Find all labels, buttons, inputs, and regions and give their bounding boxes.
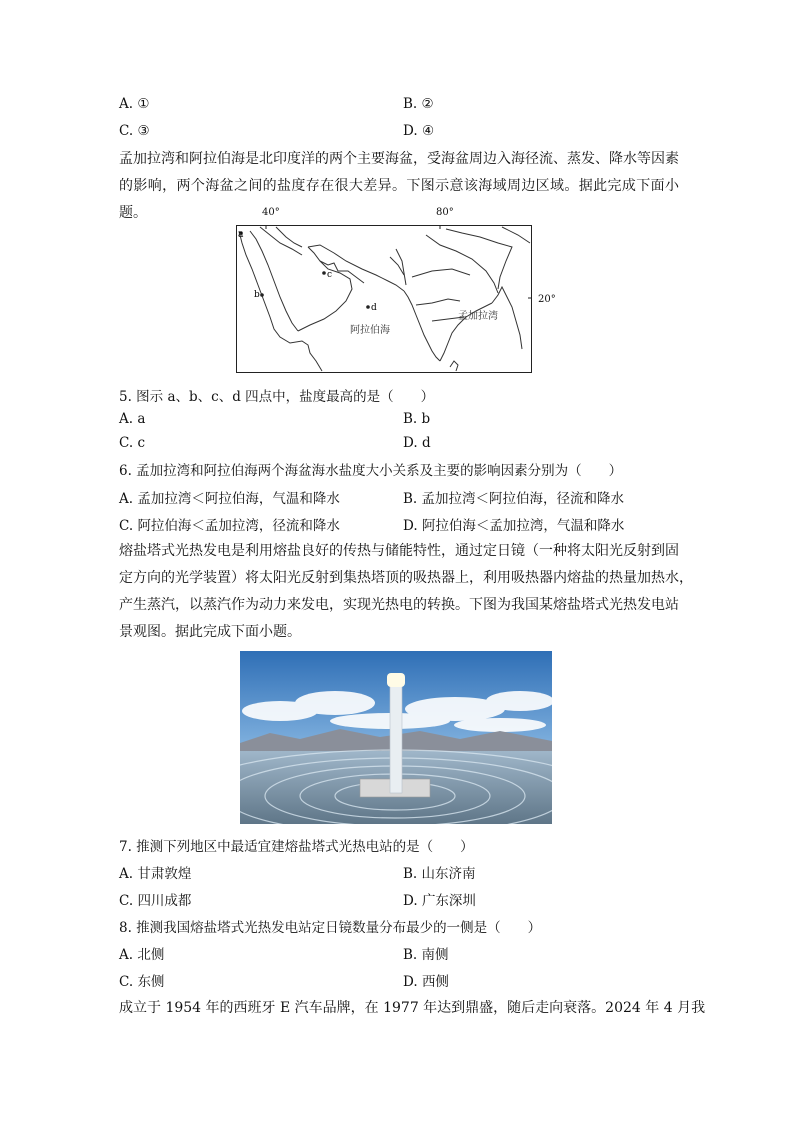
- q6-option-c[interactable]: C. 阿拉伯海＜孟加拉湾，径流和降水: [119, 518, 340, 534]
- label-bay-of-bengal: 孟加拉湾: [458, 311, 498, 322]
- receiver: [387, 673, 405, 687]
- q5-option-c[interactable]: C. c: [119, 435, 145, 451]
- q7-option-b[interactable]: B. 山东济南: [403, 866, 476, 882]
- q5-stem: 5. 图示 a、b、c、d 四点中，盐度最高的是（ ）: [119, 389, 435, 405]
- q6-option-a[interactable]: A. 孟加拉湾＜阿拉伯海，气温和降水: [119, 491, 340, 507]
- q8-stem: 8. 推测我国熔盐塔式光热发电站定日镜数量分布最少的一侧是（ ）: [119, 920, 542, 936]
- q6-option-b[interactable]: B. 孟加拉湾＜阿拉伯海，径流和降水: [403, 491, 625, 507]
- q7-stem: 7. 推测下列地区中最适宜建熔盐塔式光热电站的是（ ）: [119, 839, 474, 855]
- label-d: d: [371, 303, 377, 313]
- q8-option-d[interactable]: D. 西侧: [403, 974, 449, 990]
- intro-solar-line-3: 产生蒸汽，以蒸汽作为动力来发电，实现光热电的转换。下图为我国某熔盐塔式光热发电站: [119, 597, 679, 613]
- intro-solar-line-1: 熔盐塔式光热发电是利用熔盐良好的传热与储能特性，通过定日镜（一种将太阳光反射到固: [119, 543, 679, 559]
- label-a: a: [238, 230, 244, 240]
- q8-option-c[interactable]: C. 东侧: [119, 974, 165, 990]
- indian-ocean-map: [236, 225, 532, 373]
- q8-option-b[interactable]: B. 南侧: [403, 947, 449, 963]
- q4-option-b[interactable]: B. ②: [403, 96, 434, 112]
- q6-option-d[interactable]: D. 阿拉伯海＜孟加拉湾，气温和降水: [403, 518, 625, 534]
- q4-option-d[interactable]: D. ④: [403, 123, 435, 139]
- map-lon-40: 40°: [262, 207, 280, 218]
- solar-tower-photo: [240, 651, 552, 824]
- q7-option-a[interactable]: A. 甘肃敦煌: [119, 866, 192, 882]
- q4-option-a[interactable]: A. ①: [119, 96, 150, 112]
- q7-option-c[interactable]: C. 四川成都: [119, 893, 192, 909]
- point-b-marker: [260, 293, 264, 297]
- q5-option-d[interactable]: D. d: [403, 435, 431, 451]
- point-d-marker: [366, 305, 370, 309]
- intro-solar-line-4: 景观图。据此完成下面小题。: [119, 624, 301, 640]
- q5-option-a[interactable]: A. a: [119, 411, 146, 427]
- intro-bay-paragraph: 孟加拉湾和阿拉伯海是北印度洋的两个主要海盆，受海盆周边入海径流、蒸发、降水等因素的影响，两个海盆之间的盐度存在很大差异。下图示意该海域周边区域。据此完成下面小题。: [119, 151, 679, 221]
- label-c: c: [327, 270, 333, 280]
- q4-option-c[interactable]: C. ③: [119, 123, 150, 139]
- q5-option-b[interactable]: B. b: [403, 411, 431, 427]
- q6-stem: 6. 孟加拉湾和阿拉伯海两个海盆海水盐度大小关系及主要的影响因素分别为（ ）: [119, 463, 623, 479]
- q7-option-d[interactable]: D. 广东深圳: [403, 893, 476, 909]
- intro-car-line: 成立于 1954 年的西班牙 E 汽车品牌，在 1977 年达到鼎盛，随后走向衰落。2024 年 4 月我: [119, 1000, 706, 1016]
- map-lon-80: 80°: [436, 207, 454, 218]
- point-c-marker: [322, 271, 326, 275]
- map-lat-20: 20°: [538, 294, 556, 305]
- q8-option-a[interactable]: A. 北侧: [119, 947, 165, 963]
- label-arabian-sea: 阿拉伯海: [350, 325, 390, 336]
- label-b: b: [254, 290, 260, 300]
- tower: [390, 681, 402, 793]
- intro-solar-line-2: 定方向的光学装置）将太阳光反射到集热塔顶的吸热器上，利用吸热器内熔盐的热量加热水，: [119, 570, 693, 586]
